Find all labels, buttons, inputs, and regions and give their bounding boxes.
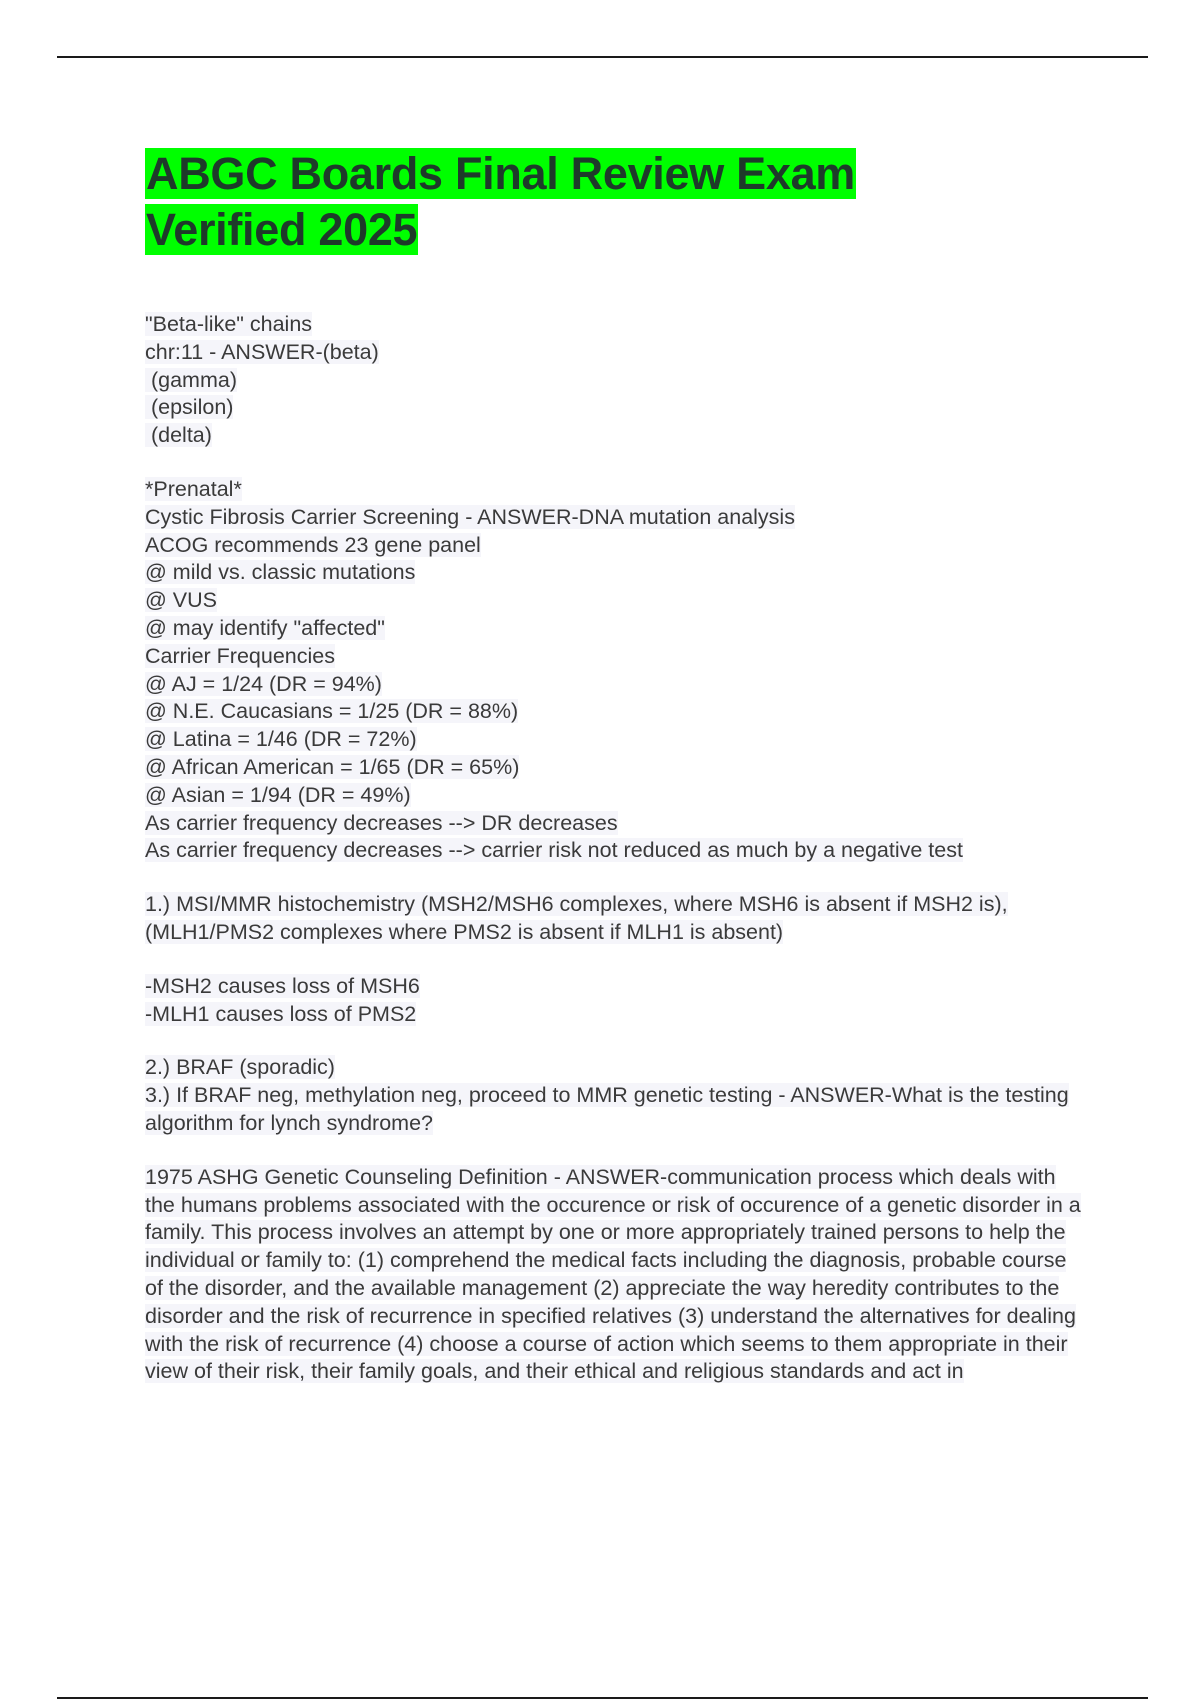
document-body	[145, 311, 1095, 1412]
text-line: Cystic Fibrosis Carrier Screening - ANSWER-DNA mutation analysis	[145, 504, 795, 529]
title-highlight: ABGC Boards Final Review Exam Verified 2025	[146, 148, 856, 255]
section-lynch-step1	[145, 891, 1085, 947]
paragraph: 3.) If BRAF neg, methylation neg, proceed to MMR genetic testing - ANSWER-What is the testing algorithm for lynch syndrome?	[145, 1083, 1069, 1135]
paragraph: 1975 ASHG Genetic Counseling Definition - ANSWER-communication process which deals with the humans problems associated with the occurence or risk of occurence of a genetic disorder in a family. This process involves an attempt by one or more appropriately trained persons to help the individual or family to: (1) comprehend the medical facts including the diagnosis, probable course of the disorder, and the available management (2) appreciate the way heredity contributes to the disorder and the risk of recurrence in specified relatives (3) understand the alternatives for dealing with the risk of recurrence (4) choose a course of action which seems to them appropriate in their view of their risk, their family goals, and their ethical and religious standards and act in	[145, 1164, 1081, 1384]
top-divider	[57, 56, 1148, 58]
section-lynch-losses	[145, 973, 1095, 1029]
text-line: @ AJ = 1/24 (DR = 94%)	[145, 671, 382, 696]
document-title	[145, 146, 925, 258]
text-line: @ African American = 1/65 (DR = 65%)	[145, 754, 520, 779]
text-line: 2.) BRAF (sporadic)	[145, 1055, 335, 1080]
text-line: @ mild vs. classic mutations	[145, 560, 416, 585]
text-line: ACOG recommends 23 gene panel	[145, 532, 481, 557]
text-line: Carrier Frequencies	[145, 643, 335, 668]
text-line: (gamma)	[145, 367, 237, 392]
text-line: -MLH1 causes loss of PMS2	[145, 1001, 417, 1026]
text-line: (delta)	[145, 423, 212, 448]
paragraph: 1.) MSI/MMR histochemistry (MSH2/MSH6 complexes, where MSH6 is absent if MSH2 is), (MLH1/PMS2 complexes where PMS2 is absent if MLH1 is absent)	[145, 892, 1008, 944]
text-line: @ Latina = 1/46 (DR = 72%)	[145, 727, 417, 752]
text-line: "Beta-like" chains	[145, 312, 313, 336]
text-line: As carrier frequency decreases --> DR decreases	[145, 810, 618, 835]
text-line: As carrier frequency decreases --> carrier risk not reduced as much by a negative test	[145, 838, 963, 863]
section-prenatal-cf	[145, 476, 1095, 865]
text-line: @ may identify "affected"	[145, 615, 385, 640]
bottom-divider	[57, 1697, 1148, 1699]
text-line: *Prenatal*	[145, 476, 242, 501]
text-line: @ VUS	[145, 588, 218, 613]
text-line: @ Asian = 1/94 (DR = 49%)	[145, 782, 411, 807]
section-lynch-steps	[145, 1054, 1085, 1137]
section-beta-chains	[145, 311, 1095, 450]
text-line: (epsilon)	[145, 395, 234, 420]
text-line: -MSH2 causes loss of MSH6	[145, 973, 420, 998]
text-line: @ N.E. Caucasians = 1/25 (DR = 88%)	[145, 699, 519, 724]
section-ashg-definition	[145, 1164, 1085, 1386]
text-line: chr:11 - ANSWER-(beta)	[145, 339, 379, 364]
